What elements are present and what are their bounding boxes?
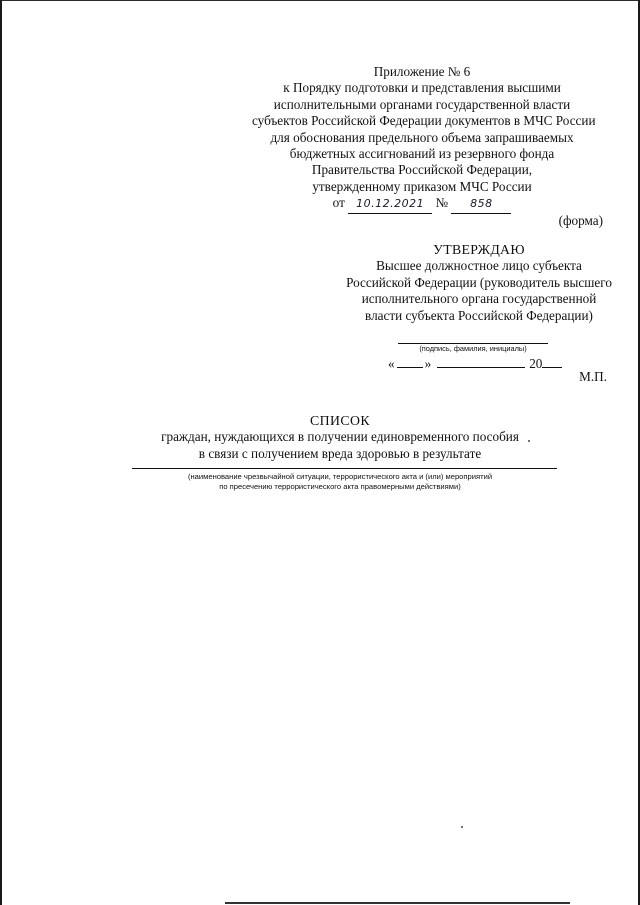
appendix-header [252,64,596,214]
appendix-line: для обоснования предельного объема запрашиваемых [270,129,574,145]
year-blank[interactable] [542,355,562,368]
approval-date-row [388,355,562,372]
appendix-line: к Порядку подготовки и представления высшими [283,80,561,96]
appendix-line: Правительства Российской Федерации, [311,162,533,178]
list-line: граждан, нуждающихся в получении единовременного пособия [161,429,519,445]
approve-line: исполнительного органа государственной [361,291,597,307]
scan-edge-left [0,0,2,905]
scan-speck [528,440,530,442]
handwritten-number: 858 [451,196,511,213]
event-caption-line: по пресечению террористического акта правомерными действиями) [219,482,461,491]
close-quote: » [424,356,432,371]
list-line: в связи с получением вреда здоровью в результате [198,445,482,461]
scan-edge-bottom [225,902,570,904]
month-blank[interactable] [437,355,525,368]
event-caption [120,472,560,492]
day-blank[interactable] [397,355,423,368]
list-heading [120,413,560,462]
appendix-line: исполнительными органами государственной власти [273,96,571,112]
order-date-number [252,195,592,213]
number-label: № [435,195,449,211]
appendix-title: Приложение № 6 [373,64,471,79]
ot-label: от [332,195,345,211]
event-name-line[interactable] [132,468,557,469]
list-title: СПИСОК [310,413,370,428]
year-prefix: 20 [529,356,543,371]
approve-title: УТВЕРЖДАЮ [433,242,525,257]
event-caption-line: (наименование чрезвычайной ситуации, террористического акта и (или) мероприятий [187,472,493,481]
form-label: (форма) [558,213,603,228]
appendix-line: субъектов Российской Федерации документов в МЧС России [252,113,596,129]
approve-line: Российской Федерации (руководитель высшего [346,274,612,290]
approval-block [320,242,638,324]
open-quote: « [388,356,395,371]
appendix-line: утвержденному приказом МЧС России [312,178,532,194]
signature-caption: (подпись, фамилия, инициалы) [419,344,527,353]
scan-speck [461,826,463,828]
handwritten-date: 10.12.2021 [348,196,432,213]
approve-line: Высшее должностное лицо субъекта [376,258,582,274]
appendix-line: бюджетных ассигнований из резервного фонда [289,146,555,162]
stamp-label: М.П. [579,369,607,384]
approve-line: власти субъекта Российской Федерации) [365,307,593,323]
